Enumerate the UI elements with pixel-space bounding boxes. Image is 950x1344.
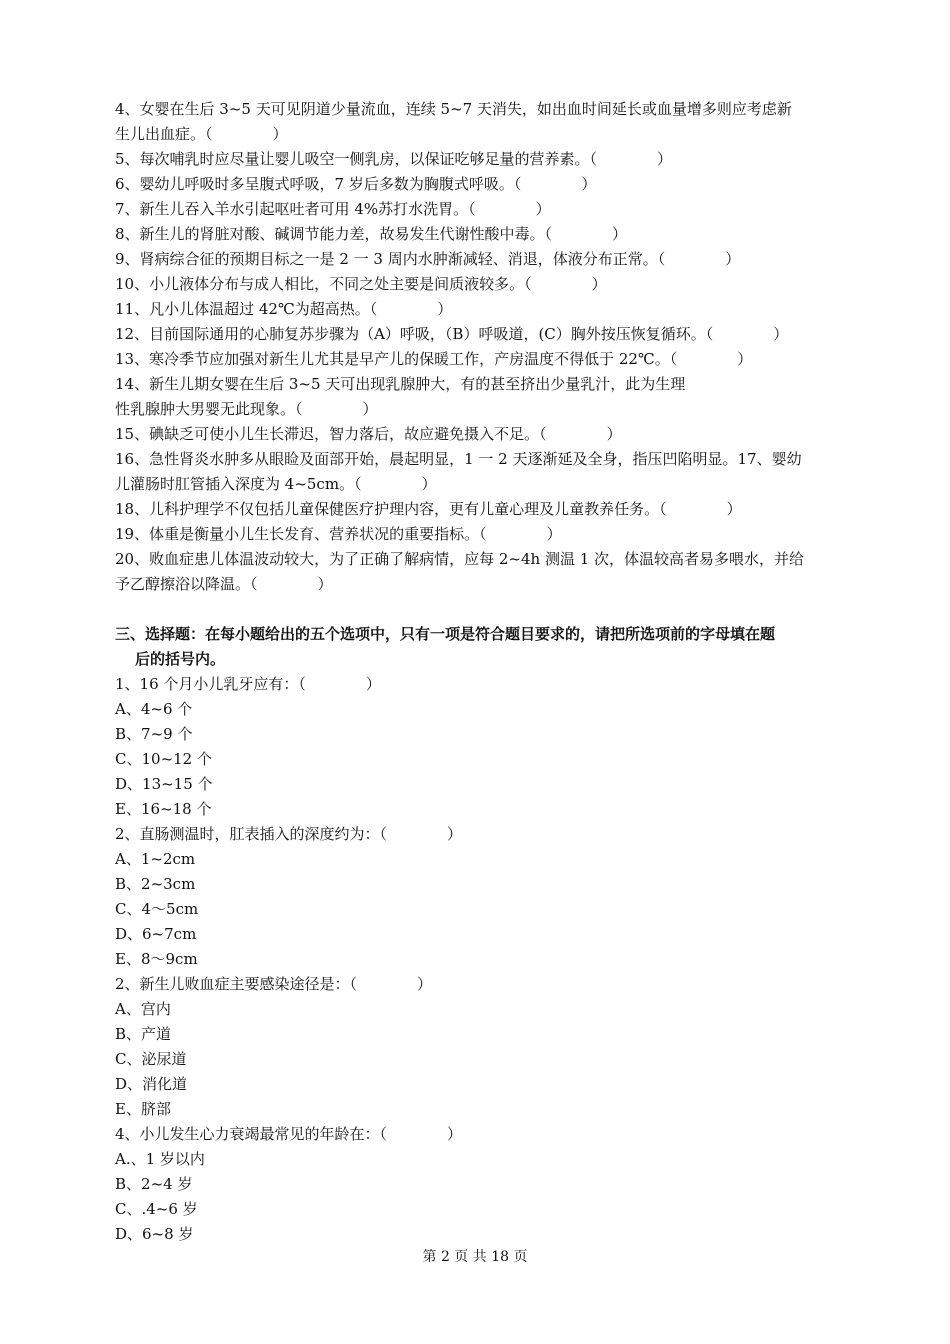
section-heading: 三、选择题：在每小题给出的五个选项中，只有一项是符合题目要求的，请把所选项前的字母填在题 bbox=[115, 625, 776, 643]
question-line: 15、碘缺乏可使小儿生长滞迟，智力落后，故应避免摄入不足。（ ） bbox=[115, 425, 622, 443]
question-line: 14、新生儿期女婴在生后 3~5 天可出现乳腺肿大，有的甚至挤出少量乳汁，此为生理 bbox=[115, 375, 686, 393]
choice-line: D、13~15 个 bbox=[115, 775, 213, 793]
judgement-section bbox=[115, 97, 840, 597]
page-footer: 第 2 页 共 18 页 bbox=[422, 1249, 528, 1265]
choice-line: 2、新生儿败血症主要感染途径是：（ ） bbox=[115, 975, 433, 993]
choice-line: A、4~6 个 bbox=[115, 700, 193, 718]
question-line: 性乳腺肿大男婴无此现象。（ ） bbox=[115, 400, 378, 418]
choice-line: C、4～5cm bbox=[115, 900, 199, 918]
question-line: 10、小儿液体分布与成人相比，不同之处主要是间质液较多。（ ） bbox=[115, 275, 607, 293]
choice-line: 4、小儿发生心力衰竭最常见的年龄在：（ ） bbox=[115, 1125, 463, 1143]
choice-line: A、宫内 bbox=[115, 1000, 171, 1018]
question-line: 20、败血症患儿体温波动较大，为了正确了解病情，应每 2~4h 测温 1 次，体温较高者易多喂水，并给 bbox=[115, 550, 805, 568]
choice-line: C、泌尿道 bbox=[115, 1050, 187, 1068]
question-line: 5、每次哺乳时应尽量让婴儿吸空一侧乳房，以保证吃够足量的营养素。（ ） bbox=[115, 150, 673, 168]
choice-line: D、6~8 岁 bbox=[115, 1225, 194, 1243]
choice-line: D、6~7cm bbox=[115, 925, 197, 943]
question-line: 11、凡小儿体温超过 42℃为超高热。（ ） bbox=[115, 300, 453, 318]
choice-line: E、8～9cm bbox=[115, 950, 198, 968]
choice-line: C、.4~6 岁 bbox=[115, 1200, 198, 1218]
question-line: 8、新生儿的肾脏对酸、碱调节能力差，故易发生代谢性酸中毒。（ ） bbox=[115, 225, 628, 243]
question-line: 16、急性肾炎水肿多从眼睑及面部开始，晨起明显，1 一 2 天逐渐延及全身，指压凹陷明显。17、婴幼 bbox=[115, 450, 802, 468]
choice-line: 2、直肠测温时，肛表插入的深度约为：（ ） bbox=[115, 825, 463, 843]
question-line: 6、婴幼儿呼吸时多呈腹式呼吸，7 岁后多数为胸腹式呼吸。（ ） bbox=[115, 175, 597, 193]
question-line: 18、儿科护理学不仅包括儿童保健医疗护理内容，更有儿童心理及儿童教养任务。（ ） bbox=[115, 500, 742, 518]
choice-line: A.、1 岁以内 bbox=[115, 1150, 205, 1168]
question-line: 儿灌肠时肛管插入深度为 4~5cm。（ ） bbox=[115, 475, 437, 493]
section-spacer bbox=[115, 597, 840, 622]
question-line: 生儿出血症。（ ） bbox=[115, 125, 288, 143]
choice-line: B、2~4 岁 bbox=[115, 1175, 193, 1193]
choice-line: B、7~9 个 bbox=[115, 725, 193, 743]
choice-line: 1、16 个月小儿乳牙应有：（ ） bbox=[115, 675, 381, 693]
question-line: 7、新生儿吞入羊水引起呕吐者可用 4%苏打水洗胃。（ ） bbox=[115, 200, 551, 218]
choice-line: D、消化道 bbox=[115, 1075, 188, 1093]
choice-line: C、10~12 个 bbox=[115, 750, 212, 768]
section-heading-continued: 后的括号内。 bbox=[135, 650, 226, 668]
choice-section bbox=[115, 622, 840, 1247]
question-line: 12、目前国际通用的心肺复苏步骤为（A）呼吸，（B）呼吸道，(C）胸外按压恢复循环。（ ） bbox=[115, 325, 789, 343]
question-line: 19、体重是衡量小儿生长发育、营养状况的重要指标。（ ） bbox=[115, 525, 562, 543]
question-line: 13、寒冷季节应加强对新生儿尤其是早产儿的保暖工作，产房温度不得低于 22℃。（ ） bbox=[115, 350, 753, 368]
question-line: 9、肾病综合征的预期目标之一是 2 一 3 周内水肿渐减轻、消退，体液分布正常。（ ） bbox=[115, 250, 741, 268]
choice-line: B、产道 bbox=[115, 1025, 172, 1043]
page-content bbox=[115, 97, 840, 1247]
choice-line: E、16~18 个 bbox=[115, 800, 212, 818]
choice-line: A、1~2cm bbox=[115, 850, 196, 868]
question-line: 予乙醇擦浴以降温。（ ） bbox=[115, 575, 333, 593]
choice-line: B、2~3cm bbox=[115, 875, 196, 893]
choice-line: E、脐部 bbox=[115, 1100, 171, 1118]
question-line: 4、女婴在生后 3~5 天可见阴道少量流血，连续 5~7 天消失，如出血时间延长或血量增多则应考虑新 bbox=[115, 100, 792, 118]
